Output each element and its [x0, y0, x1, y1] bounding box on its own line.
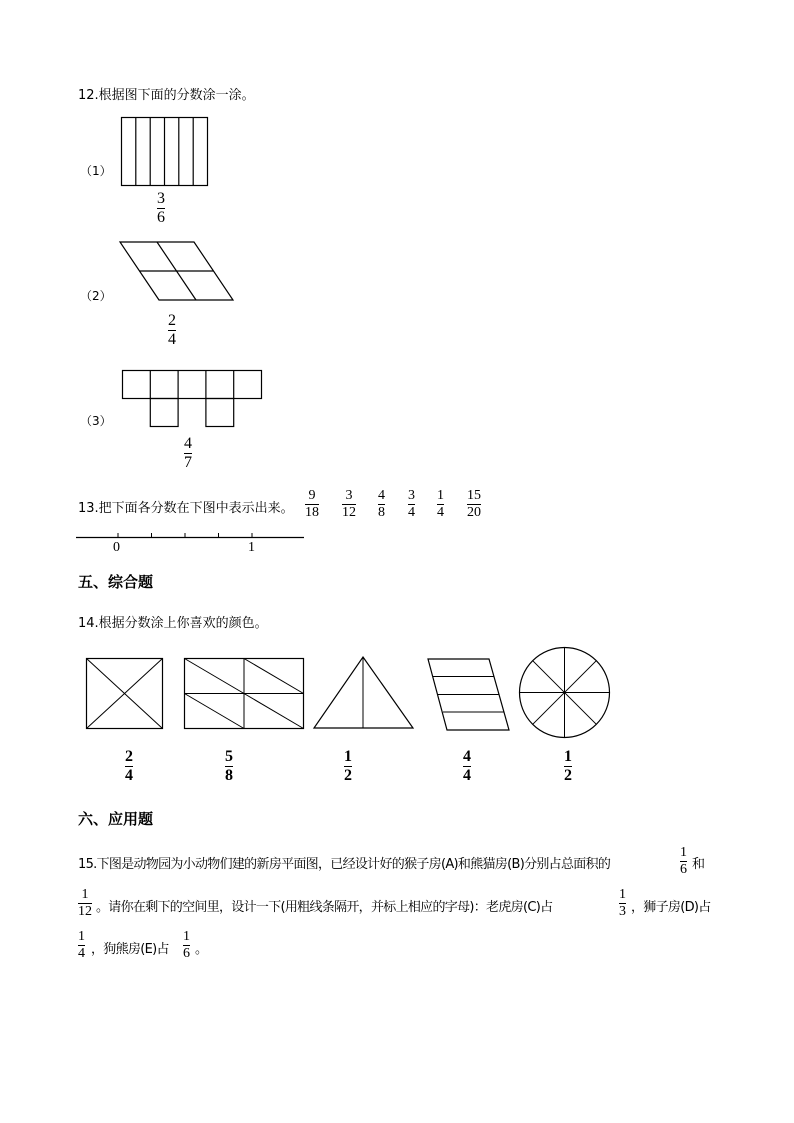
- denominator: 4: [125, 767, 133, 784]
- q14-fraction: [125, 749, 133, 784]
- denominator: 7: [184, 454, 192, 471]
- q12-item2-label: （2）: [80, 289, 112, 303]
- q13-fraction: [378, 489, 385, 520]
- q15-line2: 。请你在剩下的空间里，设计一下(用粗线条隔开，并标上相应的字母)：老虎房(C)占: [96, 900, 553, 915]
- number-line-zero-label: 0: [113, 540, 120, 555]
- q15-line3-end: 。: [195, 942, 209, 957]
- q15-line2-end: ，狮子房(D)占: [631, 900, 711, 915]
- q13-fraction: [408, 489, 415, 520]
- squares-sevenths-figure[interactable]: [122, 370, 264, 430]
- numerator: 9: [308, 488, 316, 503]
- numerator: 4: [184, 435, 192, 452]
- q12-fraction-2: [168, 313, 176, 348]
- q15-line3: ，狗熊房(E)占: [91, 942, 169, 957]
- square-quarters-figure[interactable]: [86, 658, 164, 730]
- denominator: 8: [225, 767, 233, 784]
- numerator: 3: [345, 488, 353, 503]
- q13-fraction: [342, 489, 356, 520]
- q15-fraction-e: [183, 930, 190, 961]
- denominator: 4: [78, 946, 85, 961]
- q13-fraction: [437, 489, 444, 520]
- numerator: 5: [225, 748, 233, 765]
- denominator: 2: [344, 767, 352, 784]
- numerator: 1: [564, 748, 572, 765]
- section-6-heading: 六、应用题: [78, 810, 154, 828]
- q15-fraction-a: [680, 846, 687, 877]
- denominator: 2: [564, 767, 572, 784]
- numerator: 1: [619, 887, 626, 902]
- numerator: 1: [78, 929, 85, 944]
- numerator: 2: [168, 312, 176, 329]
- numerator: 1: [437, 488, 444, 503]
- numerator: 1: [183, 929, 190, 944]
- denominator: 4: [408, 505, 415, 520]
- denominator: 8: [378, 505, 385, 520]
- rectangle-sixths-figure[interactable]: [121, 117, 209, 187]
- q13-fraction: [467, 489, 481, 520]
- rectangle-eighths-figure[interactable]: [184, 658, 305, 730]
- denominator: 6: [680, 862, 687, 877]
- denominator: 4: [437, 505, 444, 520]
- q13-title: 13.把下面各分数在下图中表示出来。: [78, 501, 294, 516]
- denominator: 4: [168, 331, 176, 348]
- denominator: 18: [305, 505, 319, 520]
- circle-eighths-figure[interactable]: [518, 646, 612, 740]
- numerator: 4: [378, 488, 385, 503]
- numerator: 15: [467, 488, 481, 503]
- denominator: 4: [463, 767, 471, 784]
- numerator: 4: [463, 748, 471, 765]
- denominator: 3: [619, 904, 626, 919]
- section-5-heading: 五、综合题: [78, 573, 154, 591]
- q14-fraction: [344, 749, 352, 784]
- numerator: 1: [81, 887, 89, 902]
- q12-item1-label: （1）: [80, 164, 112, 178]
- triangle-halves-figure[interactable]: [313, 656, 415, 730]
- q13-fraction: [305, 489, 319, 520]
- q15-line1: 15.下图是动物园为小动物们建的新房平面图，已经设计好的猴子房(A)和熊猫房(B)分别占总面积的: [78, 857, 611, 872]
- numerator: 1: [344, 748, 352, 765]
- denominator: 20: [467, 505, 481, 520]
- numerator: 2: [125, 748, 133, 765]
- parallelogram-quarters-figure[interactable]: [119, 241, 235, 303]
- q14-fraction: [463, 749, 471, 784]
- numerator: 3: [157, 190, 165, 207]
- number-line[interactable]: [76, 528, 306, 542]
- numerator: 3: [408, 488, 415, 503]
- number-line-one-label: 1: [248, 540, 255, 555]
- q14-title: 14.根据分数涂上你喜欢的颜色。: [78, 616, 268, 631]
- denominator: 12: [342, 505, 356, 520]
- denominator: 12: [78, 904, 92, 919]
- q15-fraction-c: [619, 888, 626, 919]
- denominator: 6: [157, 209, 165, 226]
- q15-line1-end: 和: [692, 857, 706, 872]
- denominator: 6: [183, 946, 190, 961]
- q14-fraction: [564, 749, 572, 784]
- q12-fraction-3: [184, 436, 192, 471]
- q12-fraction-1: [157, 191, 165, 226]
- q15-fraction-d: [78, 930, 85, 961]
- q12-title: 12.根据图下面的分数涂一涂。: [78, 88, 255, 103]
- q15-fraction-b: [78, 888, 92, 919]
- parallelogram-quarters-stacked-figure[interactable]: [427, 658, 511, 732]
- q12-item3-label: （3）: [80, 414, 112, 428]
- numerator: 1: [680, 845, 687, 860]
- q14-fraction: [225, 749, 233, 784]
